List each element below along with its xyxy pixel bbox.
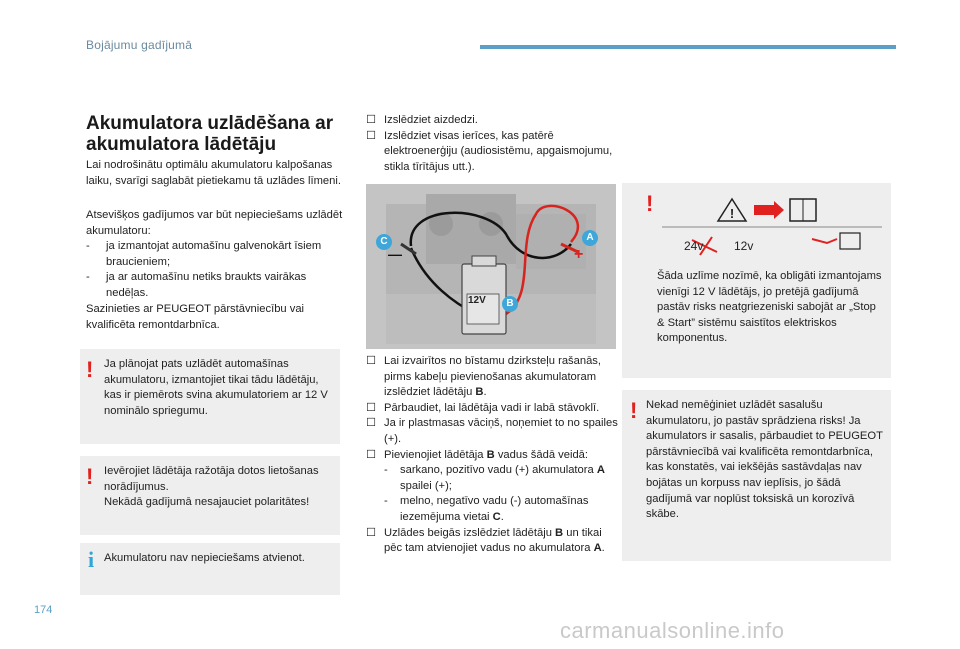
step-item xyxy=(366,354,622,401)
checkbox-bullet-icon: ☐ xyxy=(366,355,377,367)
sub-step-item xyxy=(366,494,622,525)
warning-icon: ! xyxy=(646,191,654,216)
label-a: A xyxy=(582,230,598,246)
checkbox-bullet-icon: ☐ xyxy=(366,526,377,539)
page-number: 174 xyxy=(34,604,53,616)
checkbox-bullet-icon: ☐ xyxy=(366,114,377,126)
warning-box xyxy=(80,456,340,535)
sticker-warning-text: Šāda uzlīme nozīmē, ka obligāti izmantojams vienīgi 12 V lādētājs, jo pretējā gadījumā pastāv risks neatgriezeniski sabojāt ar „Stop & Start” sistēmu saistītos elektriskos komponentus. xyxy=(657,270,882,345)
sticker-icons xyxy=(662,197,882,269)
label-b: B xyxy=(502,296,518,312)
intro-paragraph: Lai nodrošinātu optimālu akumulatoru kalpošanas laiku, svarīgi saglabāt pietiekamu tā uzlādes līmeni. xyxy=(86,159,341,187)
situation-item xyxy=(86,270,348,301)
sub-step-item xyxy=(366,463,622,494)
dash-marker: - xyxy=(86,240,90,253)
warning-text: Ja plānojat pats uzlādēt automašīnas akumulatoru, izmantojiet tikai tādu lādētāju, kas ir piemērots svina akumulatoriem ar 12 V nominālo spriegumu. xyxy=(104,358,328,417)
step-text: Izslēdziet aizdedzi. xyxy=(384,114,478,126)
step-item xyxy=(366,401,622,417)
label-c: C xyxy=(376,234,392,250)
step-text: Izslēdziet visas ierīces, kas patērē elektroenerģiju (audiosistēmu, apgaismojumu, stikla tīrītājus utt.). xyxy=(384,129,613,173)
info-text: Akumulatoru nav nepieciešams atvienot. xyxy=(104,552,305,564)
step-item xyxy=(366,113,622,129)
step-text: Uzlādes beigās izslēdziet lādētāju B un tikai pēc tam atvienojiet vadus no akumulatora A. xyxy=(384,526,605,555)
minus-sign: — xyxy=(388,246,402,262)
checkbox-bullet-icon: ☐ xyxy=(366,129,377,142)
svg-text:!: ! xyxy=(729,206,735,221)
step-item xyxy=(366,526,622,557)
situations-intro: Atsevišķos gadījumos var būt nepieciešams uzlādēt akumulatoru: xyxy=(86,209,343,237)
battery-icon xyxy=(840,233,860,249)
situation-text: ja ar automašīnu netiks braukts vairākas nedēļas. xyxy=(106,271,307,299)
charger-label: 12V xyxy=(468,295,486,306)
warning-icon: ! xyxy=(86,357,94,382)
plus-sign: + xyxy=(574,246,584,263)
warning-box-sticker xyxy=(622,183,891,378)
step-text: Lai izvairītos no bīstamu dzirksteļu rašanās, pirms kabeļu pievienošanas akumulatoram izslēdziet lādētāju B. xyxy=(384,355,602,399)
steps-top xyxy=(366,113,622,175)
clamp-icon xyxy=(812,239,837,243)
header-bar xyxy=(480,45,896,49)
dash-marker: - xyxy=(86,271,90,284)
info-icon: i xyxy=(88,547,95,572)
sub-step-text: melno, negatīvo vadu (-) automašīnas iezemējuma vietai C. xyxy=(400,495,589,523)
engine-illustration-drawing xyxy=(366,184,616,349)
page-title: Akumulatora uzlādēšana ar akumulatora lādētāju xyxy=(86,113,334,155)
checkbox-bullet-icon: ☐ xyxy=(366,401,377,414)
warning-box xyxy=(80,349,340,444)
steps-bottom xyxy=(366,354,622,557)
situation-item xyxy=(86,239,348,270)
sticker-12v: 12v xyxy=(734,239,754,253)
step-text: Ja ir plastmasas vāciņš, noņemiet to no spailes (+). xyxy=(384,417,618,445)
sub-step-text: sarkano, pozitīvo vadu (+) akumulatora A spailei (+); xyxy=(400,464,605,492)
warning-line: Nekādā gadījumā nesajauciet polaritātes! xyxy=(104,496,310,509)
step-text: Pievienojiet lādētāja B vadus šādā veidā: xyxy=(384,448,589,461)
sticker-24v: 24v xyxy=(684,239,704,253)
warning-box xyxy=(622,390,891,561)
arrow-right-icon xyxy=(754,201,784,219)
engine-illustration xyxy=(366,184,616,349)
situations-block xyxy=(86,208,348,302)
checkbox-bullet-icon: ☐ xyxy=(366,417,377,430)
warning-icon: ! xyxy=(630,398,638,423)
warning-icon: ! xyxy=(86,464,94,489)
section-title: Bojājumu gadījumā xyxy=(86,38,193,52)
dash-marker: - xyxy=(384,464,388,477)
warning-text: Nekad nemēģiniet uzlādēt sasalušu akumulatoru, jo pastāv sprādziena risks! Ja akumulators ir sasalis, pārbaudiet to PEUGEOT pārstāvniecībā vai kvalificēta remontdarbnīca, kas konstatēs, vai iekšējās sastāvdaļas nav bojātas un korpuss nav ieplīsis, jo šādā gadījumā var noplūst toksiskā un korozīvā skābe. xyxy=(646,399,883,521)
warning-line: Ievērojiet lādētāja ražotāja dotos lietošanas norādījumus. xyxy=(104,465,319,493)
warning-text xyxy=(104,464,336,511)
step-item xyxy=(366,416,622,447)
checkbox-bullet-icon: ☐ xyxy=(366,448,377,461)
step-item xyxy=(366,448,622,464)
info-box xyxy=(80,543,340,595)
step-text: Pārbaudiet, lai lādētāja vadi ir labā stāvoklī. xyxy=(384,401,600,414)
dash-marker: - xyxy=(384,495,388,508)
contact-paragraph: Sazinieties ar PEUGEOT pārstāvniecību vai kvalificēta remontdarbnīca. xyxy=(86,303,305,331)
situation-text: ja izmantojat automašīnu galvenokārt īsiem braucieniem; xyxy=(106,240,322,268)
step-item xyxy=(366,129,622,176)
watermark: carmanualsonline.info xyxy=(560,618,785,643)
